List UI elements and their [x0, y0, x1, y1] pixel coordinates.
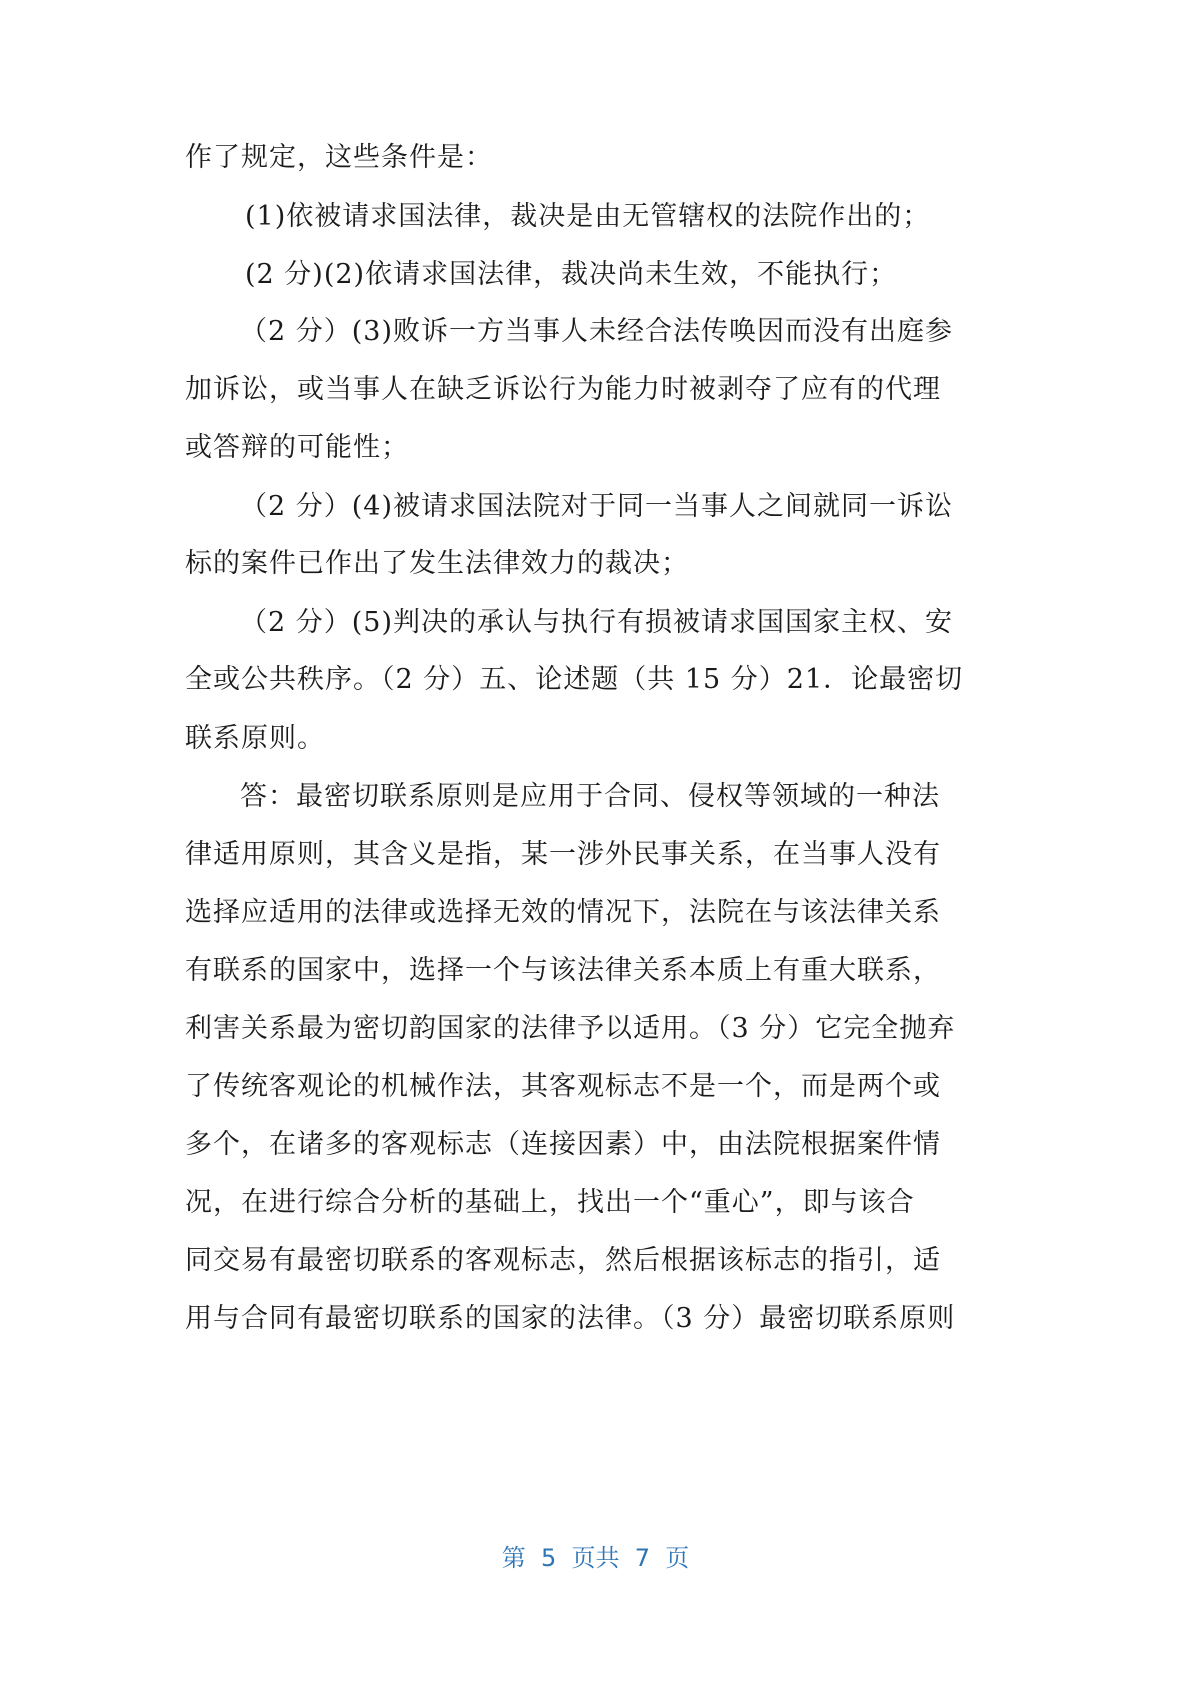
text-line: 律适用原则，其含义是指，某一涉外民事关系，在当事人没有 — [185, 839, 941, 870]
text-line: (2 分)(2)依请求国法律，裁决尚未生效，不能执行； — [245, 259, 898, 290]
text-line: 多个，在诸多的客观标志（连接因素）中，由法院根据案件情 — [185, 1129, 941, 1160]
text-line: 作了规定，这些条件是： — [185, 142, 493, 173]
text-line: 标的案件已作出了发生法律效力的裁决； — [185, 548, 689, 579]
text-line: 用与合同有最密切联系的国家的法律。（3 分）最密切联系原则 — [185, 1303, 956, 1334]
text-line: 有联系的国家中，选择一个与该法律关系本质上有重大联系， — [185, 955, 941, 986]
text-line: 了传统客观论的机械作法，其客观标志不是一个，而是两个或 — [185, 1071, 941, 1102]
text-line: 选择应适用的法律或选择无效的情况下，法院在与该法律关系 — [185, 897, 941, 928]
text-line: 答：最密切联系原则是应用于合同、侵权等领域的一种法 — [240, 781, 940, 812]
text-line: （2 分）(5)判决的承认与执行有损被请求国国家主权、安 — [240, 607, 954, 638]
text-line: 全或公共秩序。（2 分）五、论述题（共 15 分）21．论最密切 — [185, 664, 964, 695]
page-number-footer: 第 5 页共 7 页 — [501, 1544, 690, 1572]
text-line: 加诉讼，或当事人在缺乏诉讼行为能力时被剥夺了应有的代理 — [185, 374, 941, 405]
text-line: （2 分）(3)败诉一方当事人未经合法传唤因而没有出庭参 — [240, 316, 954, 347]
text-line: 联系原则。 — [185, 723, 325, 754]
text-line: 况，在进行综合分析的基础上，找出一个“重心”，即与该合 — [185, 1187, 915, 1218]
text-line: 利害关系最为密切韵国家的法律予以适用。（3 分）它完全抛弃 — [185, 1013, 956, 1044]
text-line: 或答辩的可能性； — [185, 432, 409, 463]
text-line: （2 分）(4)被请求国法院对于同一当事人之间就同一诉讼 — [240, 491, 954, 522]
text-line: (1)依被请求国法律，裁决是由无管辖权的法院作出的； — [245, 201, 931, 232]
text-line: 同交易有最密切联系的客观标志，然后根据该标志的指引，适 — [185, 1245, 941, 1276]
